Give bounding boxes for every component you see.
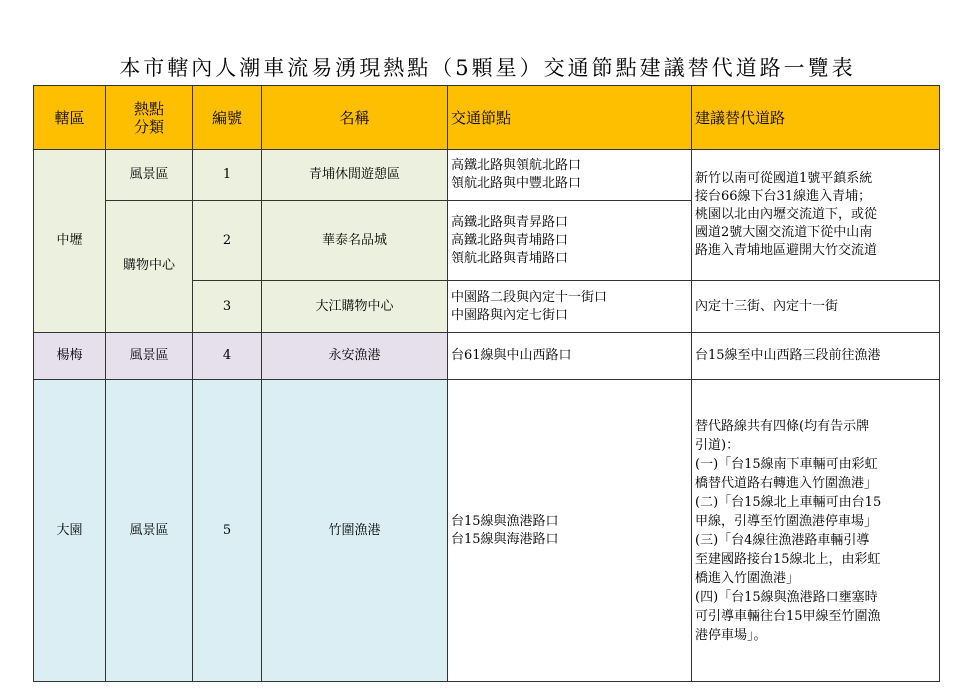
- node-line: 台15線與漁港路口: [451, 513, 559, 529]
- name-cell: 青埔休閒遊憩區: [262, 150, 448, 201]
- alternative-cell: [692, 380, 940, 682]
- table-row: [34, 150, 940, 201]
- header-category-line2: 分類: [133, 117, 164, 136]
- alternative-text: 新竹以南可從國道1號平鎮系統 接台66線下台31線進入青埔； 桃園以北由內壢交流道下，或從 國道2號大園交流道下從中山南 路進入青埔地區避開大竹交流道: [695, 171, 878, 258]
- node-line: 高鐵北路與領航北路口: [451, 158, 582, 173]
- category-cell: 風景區: [106, 333, 193, 380]
- header-node: 交通節點: [448, 86, 692, 150]
- number-cell: 5: [193, 380, 262, 682]
- name-cell: 永安漁港: [262, 333, 448, 380]
- name-cell: 大江購物中心: [262, 281, 448, 333]
- district-cell-yangmei: 楊梅: [34, 333, 106, 380]
- category-cell: 風景區: [106, 150, 193, 201]
- category-cell: 風景區: [106, 380, 193, 682]
- number-cell: 4: [193, 333, 262, 380]
- node-line: 高鐵北路與青埔路口: [451, 232, 569, 248]
- node-cell: [448, 150, 692, 201]
- header-district: 轄區: [34, 86, 106, 150]
- node-line: 領航北路與青埔路口: [451, 250, 569, 266]
- alternative-cell-shared: [692, 150, 940, 281]
- number-cell: 1: [193, 150, 262, 201]
- district-cell-dayuan: 大園: [34, 380, 106, 682]
- name-cell: 竹圍漁港: [262, 380, 448, 682]
- alternative-cell: 內定十三街、內定十一街: [692, 281, 940, 333]
- number-cell: 2: [193, 201, 262, 281]
- table-header-row: [34, 86, 940, 150]
- header-number: 編號: [193, 86, 262, 150]
- node-cell: [448, 201, 692, 281]
- category-cell-shopping: 購物中心: [106, 201, 193, 333]
- name-cell: 華泰名品城: [262, 201, 448, 281]
- node-line: 領航北路與中豐北路口: [451, 176, 582, 191]
- number-cell: 3: [193, 281, 262, 333]
- header-name: 名稱: [262, 86, 448, 150]
- table-row: [34, 333, 940, 380]
- header-alternative: 建議替代道路: [692, 86, 940, 150]
- node-cell: [448, 281, 692, 333]
- node-line: 中園路與內定七街口: [451, 307, 569, 323]
- node-line: 高鐵北路與青昇路口: [451, 214, 569, 230]
- alternative-roads-table: [33, 85, 940, 682]
- header-category: [106, 86, 193, 150]
- alternative-text: 替代路線共有四條(均有告示牌 引道)： (一)「台15線南下車輛可由彩虹 橋替代道路右轉進入竹圍漁港」 (二)「台15線北上車輛可由台15 甲線，引導至竹圍漁港停車場」 (三)「台4線往漁港路車輛引導 至建國路接台15線北上，由彩虹 橋進入竹圍漁港」 (四)「台15線與漁港路口壅塞時 可引導車輛往台15甲線至竹圍漁 港停車場」。: [695, 418, 882, 643]
- header-category-line1: 熱點: [133, 99, 164, 118]
- alternative-cell: 台15線至中山西路三段前往漁港: [692, 333, 940, 380]
- node-line: 中園路二段與內定十一街口: [451, 289, 608, 305]
- district-cell-zhongli: 中壢: [34, 150, 106, 333]
- node-cell: [448, 380, 692, 682]
- node-cell: 台61線與中山西路口: [448, 333, 692, 380]
- table-row: [34, 380, 940, 682]
- node-line: 台15線與海港路口: [451, 531, 559, 547]
- page-title: 本市轄內人潮車流易湧現熱點（5顆星）交通節點建議替代道路一覽表: [119, 56, 856, 80]
